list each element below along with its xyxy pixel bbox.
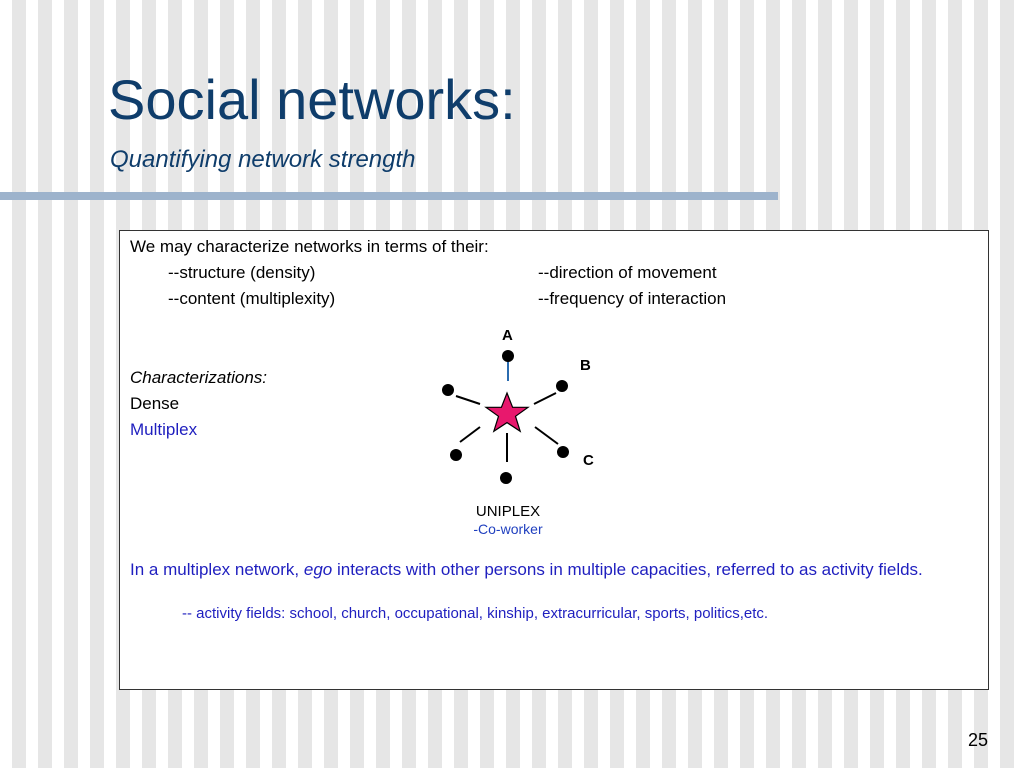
dense-label: Dense xyxy=(130,394,180,413)
spoke-left-lower xyxy=(460,427,480,442)
paragraph-text-before: In a multiplex network, xyxy=(130,560,304,579)
diagram-caption: UNIPLEX xyxy=(475,503,541,520)
item-structure: --structure (density) xyxy=(168,263,316,282)
item-content: --content (multiplexity) xyxy=(168,289,336,308)
node-left-upper xyxy=(442,384,454,396)
intro-text: We may characterize networks in terms of their: xyxy=(130,237,489,256)
slide-title: Social networks: xyxy=(108,68,516,131)
node-a xyxy=(502,350,514,362)
content-box xyxy=(119,230,989,690)
node-left-lower xyxy=(450,449,462,461)
spoke-left-upper xyxy=(456,396,480,404)
multiplex-paragraph xyxy=(130,559,970,580)
node-b xyxy=(556,380,568,392)
diagram-subcaption: -Co-worker xyxy=(473,521,543,537)
node-label-c: C xyxy=(583,452,594,469)
page-number: 25 xyxy=(967,730,988,750)
uniplex-diagram xyxy=(420,319,640,544)
node-c xyxy=(557,446,569,458)
paragraph-ego: ego xyxy=(303,560,333,579)
paragraph-text-after: interacts with other persons in multiple capacities, referred to as activity fields. xyxy=(332,560,923,579)
node-label-b: B xyxy=(580,357,591,374)
item-frequency: --frequency of interaction xyxy=(538,289,727,308)
multiplex-label: Multiplex xyxy=(130,420,198,439)
characterizations-heading: Characterizations: xyxy=(130,368,268,387)
item-direction: --direction of movement xyxy=(538,263,717,282)
slide-subtitle: Quantifying network strength xyxy=(110,146,416,173)
node-bottom xyxy=(500,472,512,484)
node-label-a: A xyxy=(502,327,513,344)
activity-fields-bullet: -- activity fields: school, church, occupational, kinship, extracurricular, sports, politics,etc. xyxy=(182,605,769,622)
title-divider xyxy=(0,192,778,200)
spoke-c xyxy=(535,427,558,444)
spoke-b xyxy=(534,393,556,404)
ego-star-icon xyxy=(486,393,528,431)
